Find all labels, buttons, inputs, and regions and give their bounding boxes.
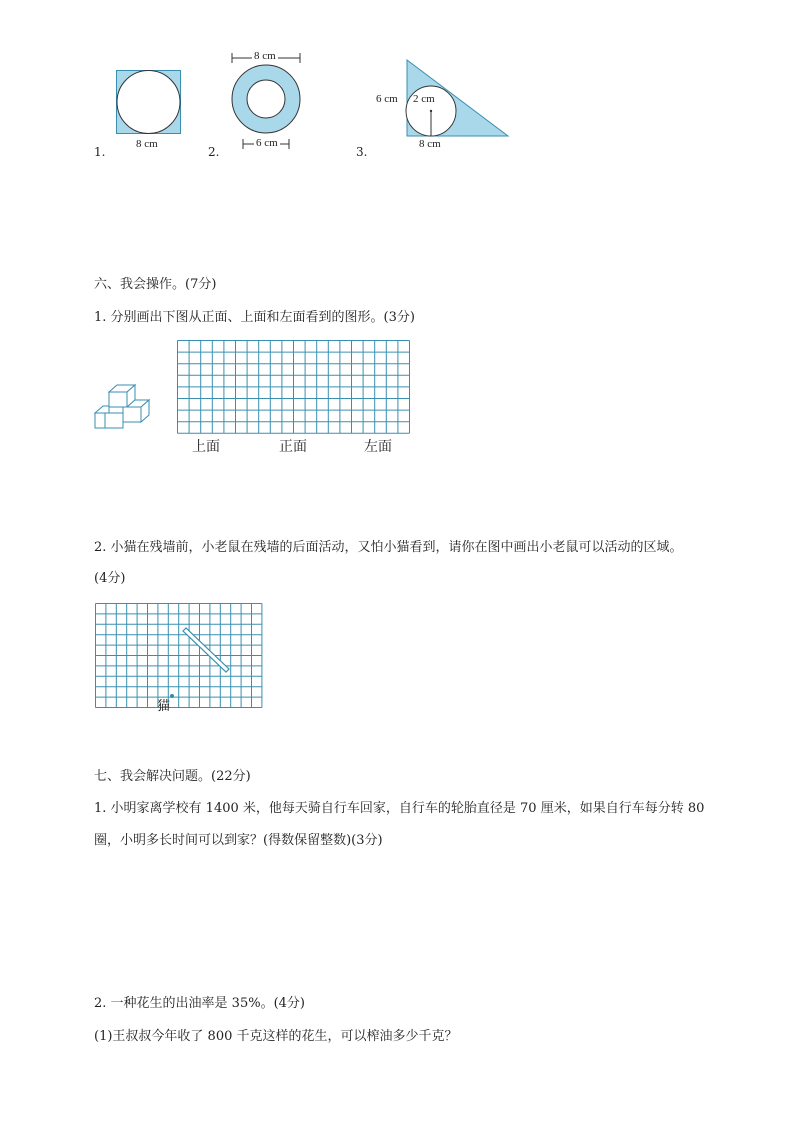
section-7-question-2: 2. 一种花生的出油率是 35%。(4分) bbox=[94, 996, 305, 1011]
grid-label-left-view: 左面 bbox=[364, 439, 392, 455]
cat-label: 猫 bbox=[157, 699, 171, 714]
section-7-question-1-line-2: 圈，小明多长时间可以到家？(得数保留整数)(3分) bbox=[94, 833, 383, 848]
figure-3-bottom-label: 8 cm bbox=[419, 138, 441, 150]
inner-circle bbox=[117, 71, 180, 134]
section-6-question-2-points: (4分) bbox=[94, 571, 126, 586]
ring-hole bbox=[247, 80, 285, 118]
section-7-question-1-line-1: 1. 小明家离学校有 1400 米，他每天骑自行车回家，自行车的轮胎直径是 70 厘米，如果自行车每分转 80 bbox=[94, 801, 705, 816]
figure-circle-in-square bbox=[116, 70, 182, 136]
figure-2-bottom-label: 6 cm bbox=[256, 137, 278, 149]
grid-label-top-view: 上面 bbox=[192, 439, 220, 455]
section-6-question-2: 2. 小猫在残墙前，小老鼠在残墙的后面活动，又怕小猫看到，请你在图中画出小老鼠可以活动的区域。 bbox=[94, 540, 683, 555]
section-6-heading: 六、我会操作。(7分) bbox=[94, 277, 217, 292]
figure-3-number: 3. bbox=[356, 145, 368, 159]
cat-dot bbox=[170, 694, 174, 698]
drawing-grid-views[interactable] bbox=[177, 340, 411, 437]
figure-1-bottom-label: 8 cm bbox=[136, 138, 158, 150]
figure-3-inner-label: 2 cm bbox=[413, 93, 435, 105]
section-6-question-1: 1. 分别画出下图从正面、上面和左面看到的图形。(3分) bbox=[94, 310, 415, 325]
figure-3-left-label: 6 cm bbox=[376, 93, 398, 105]
figure-1-number: 1. bbox=[94, 145, 106, 159]
figure-2-number: 2. bbox=[208, 145, 220, 159]
section-7-question-2-sub-1: (1)王叔叔今年收了 800 千克这样的花生，可以榨油多少千克？ bbox=[94, 1029, 458, 1044]
drawing-grid-cat-mouse[interactable] bbox=[95, 603, 263, 710]
cube-stack-figure bbox=[93, 384, 153, 432]
grid-label-front-view: 正面 bbox=[279, 439, 307, 455]
figure-2-top-label: 8 cm bbox=[254, 50, 276, 62]
section-7-heading: 七、我会解决问题。(22分) bbox=[94, 769, 251, 784]
